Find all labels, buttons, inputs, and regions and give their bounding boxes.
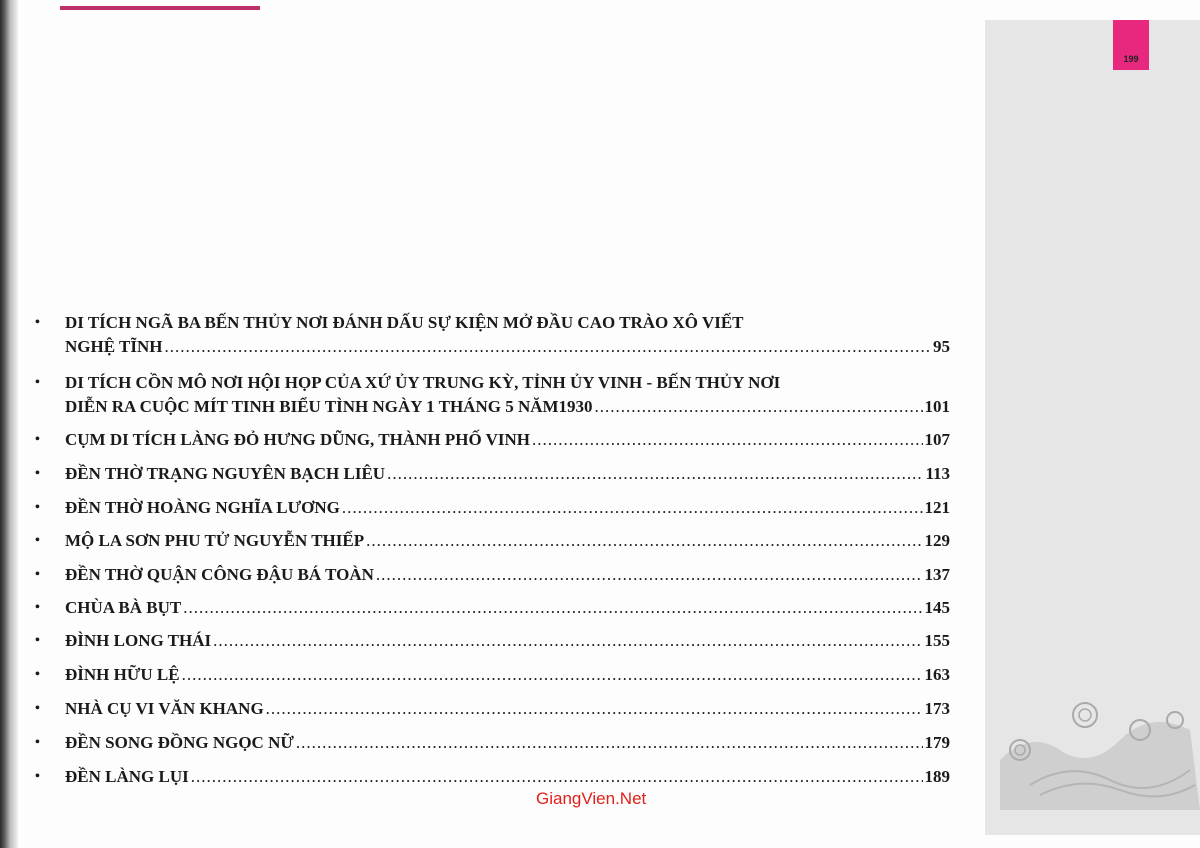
bullet-icon: • bbox=[35, 500, 40, 515]
wave-ornament-icon bbox=[990, 690, 1200, 820]
toc-entry-page: 129 bbox=[924, 531, 950, 550]
leader-dots bbox=[182, 664, 923, 686]
bullet-icon: • bbox=[35, 633, 40, 648]
leader-dots bbox=[376, 564, 923, 586]
bullet-icon: • bbox=[35, 432, 40, 447]
toc-entry-title-line1: DI TÍCH CỒN MÔ NƠI HỘI HỌP CỦA XỨ ỦY TRUNG KỲ, TỈNH ỦY VINH - BẾN THỦY NƠI bbox=[65, 373, 781, 392]
toc-entry-page: 189 bbox=[924, 767, 950, 786]
page-binding-edge bbox=[0, 0, 18, 848]
toc-entry bbox=[35, 372, 950, 422]
bullet-icon: • bbox=[35, 735, 40, 750]
bullet-icon: • bbox=[35, 769, 40, 784]
toc-entry-row bbox=[65, 429, 950, 451]
leader-dots bbox=[183, 597, 922, 619]
toc-entry-page: 145 bbox=[924, 598, 950, 617]
toc-entry-row bbox=[65, 497, 950, 519]
leader-dots bbox=[266, 698, 923, 720]
leader-dots bbox=[342, 497, 923, 519]
toc-entry-title: CỤM DI TÍCH LÀNG ĐỎ HƯNG DŨNG, THÀNH PHỐ VINH bbox=[65, 430, 531, 449]
toc-entry-row bbox=[65, 698, 950, 720]
toc-entry-page: 121 bbox=[924, 498, 950, 517]
toc-entry bbox=[35, 312, 950, 362]
toc-entry-row bbox=[65, 664, 950, 686]
leader-dots bbox=[595, 396, 923, 418]
toc-entry-page: 95 bbox=[933, 337, 950, 356]
leader-dots bbox=[296, 732, 923, 754]
bullet-icon: • bbox=[35, 466, 40, 481]
toc-entry-title: CHÙA BÀ BỤT bbox=[65, 598, 182, 617]
toc-entry-title: NGHỆ TĨNH bbox=[65, 337, 163, 356]
toc-entry-row bbox=[65, 564, 950, 586]
toc-entry-title: ĐỀN THỜ QUẬN CÔNG ĐẬU BÁ TOÀN bbox=[65, 565, 374, 584]
bullet-icon: • bbox=[35, 701, 40, 716]
toc-entry-row bbox=[65, 630, 950, 652]
watermark[interactable]: GiangVien.Net bbox=[536, 789, 647, 808]
bullet-icon: • bbox=[35, 375, 40, 390]
toc-entry-row bbox=[65, 463, 950, 485]
toc-entry-title-line1: DI TÍCH NGÃ BA BẾN THỦY NƠI ĐÁNH DẤU SỰ KIỆN MỞ ĐẦU CAO TRÀO XÔ VIẾT bbox=[65, 313, 744, 332]
toc-entry-title: ĐỀN SONG ĐỒNG NGỌC NỮ bbox=[65, 733, 294, 752]
bullet-icon: • bbox=[35, 667, 40, 682]
toc-entry-row bbox=[65, 732, 950, 754]
leader-dots bbox=[366, 530, 922, 552]
toc-entry-title: ĐỀN THỜ TRẠNG NGUYÊN BẠCH LIÊU bbox=[65, 464, 386, 483]
toc-entry-row bbox=[65, 336, 950, 358]
bullet-icon: • bbox=[35, 315, 40, 330]
toc-entry-row bbox=[65, 396, 950, 418]
toc-entry-title: ĐỀN LÀNG LỤI bbox=[65, 767, 189, 786]
page-number: 199 bbox=[1123, 54, 1139, 64]
leader-dots bbox=[387, 463, 923, 485]
toc-entry-title: ĐỀN THỜ HOÀNG NGHĨA LƯƠNG bbox=[65, 498, 340, 517]
toc-entry-row bbox=[65, 530, 950, 552]
bullet-icon: • bbox=[35, 567, 40, 582]
leader-dots bbox=[164, 336, 931, 358]
leader-dots bbox=[213, 630, 922, 652]
toc-entry-page: 179 bbox=[924, 733, 950, 752]
toc-entry-row bbox=[65, 597, 950, 619]
top-accent-line bbox=[60, 6, 260, 10]
toc-entry-title: DIỄN RA CUỘC MÍT TINH BIỂU TÌNH NGÀY 1 THÁNG 5 NĂM1930 bbox=[65, 397, 593, 416]
leader-dots bbox=[191, 766, 923, 788]
toc-entry-page: 107 bbox=[924, 430, 950, 449]
toc-entry-row bbox=[65, 766, 950, 788]
toc-entry-page: 101 bbox=[924, 397, 950, 416]
toc-entry-page: 173 bbox=[924, 699, 950, 718]
bullet-icon: • bbox=[35, 600, 40, 615]
toc-entry-title: ĐÌNH LONG THÁI bbox=[65, 631, 212, 650]
toc-entry-page: 113 bbox=[925, 464, 950, 483]
toc-entry-page: 155 bbox=[924, 631, 950, 650]
toc-entry-page: 137 bbox=[924, 565, 950, 584]
toc-entry-title: NHÀ CỤ VI VĂN KHANG bbox=[65, 699, 264, 718]
toc-entry-title: MỘ LA SƠN PHU TỬ NGUYỄN THIẾP bbox=[65, 531, 365, 550]
leader-dots bbox=[532, 429, 922, 451]
toc-entry-title: ĐÌNH HỮU LỆ bbox=[65, 665, 180, 684]
toc-entry-page: 163 bbox=[924, 665, 950, 684]
bullet-icon: • bbox=[35, 533, 40, 548]
